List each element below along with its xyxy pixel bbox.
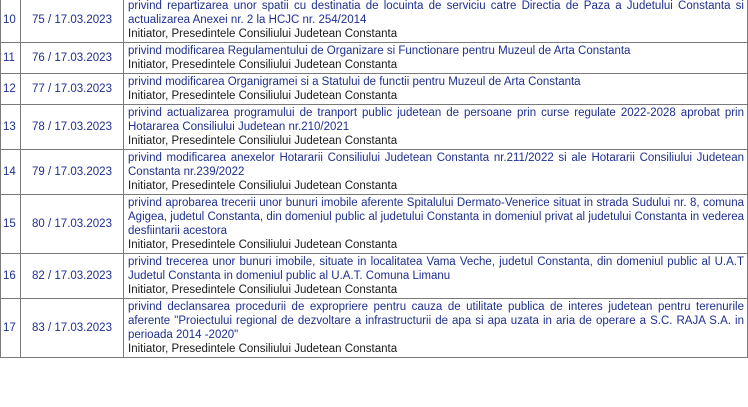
table-row: [1, 74, 748, 105]
table-row: [1, 195, 748, 254]
row-description: [124, 195, 748, 254]
registration-ref: 80 / 17.03.2023: [21, 195, 124, 254]
row-number: 12: [1, 74, 21, 105]
registration-ref: 78 / 17.03.2023: [21, 105, 124, 150]
table-row: [1, 254, 748, 299]
row-initiator: Initiator, Presedintele Consiliului Judetean Constanta: [128, 28, 398, 40]
row-subject: privind aprobarea trecerii unor bunuri imobile aferente Spitalului Dermato-Venerice situat in strada Sudului nr. 8, comuna Agigea, judetul Constanta, din domeniul public al judetului Constanta in domeniul privat al judetului Constanta in vederea desfiintarii acestora: [128, 197, 744, 237]
table-row: [1, 0, 748, 43]
row-initiator: Initiator, Presedintele Consiliului Judetean Constanta: [128, 90, 398, 102]
row-subject: privind declansarea procedurii de expropriere pentru cauza de utilitate publica de interes judetean pentru terenurile aferente "Proiectului regional de dezvoltare a infrastructurii de apa si apa uzata in aria de operare a S.C. RAJA S.A. in perioada 2014 -2020": [128, 301, 744, 341]
table-row: [1, 43, 748, 74]
row-description: [124, 43, 748, 74]
row-number: 15: [1, 195, 21, 254]
row-subject: privind modificarea anexelor Hotararii Consiliului Judetean Constanta nr.211/2022 si ale Hotararii Consiliului Judetean Constanta nr.239/2022: [128, 152, 744, 178]
row-initiator: Initiator, Presedintele Consiliului Judetean Constanta: [128, 59, 398, 71]
row-number: 11: [1, 43, 21, 74]
row-subject: privind modificarea Regulamentului de Organizare si Functionare pentru Muzeul de Arta Constanta: [128, 45, 631, 57]
row-initiator: Initiator, Presedintele Consiliului Judetean Constanta: [128, 180, 398, 192]
row-initiator: Initiator, Presedintele Consiliului Judetean Constanta: [128, 284, 398, 296]
table-row: [1, 299, 748, 358]
row-description: [124, 150, 748, 195]
row-number: 16: [1, 254, 21, 299]
row-subject: privind modificarea Organigramei si a Statului de functii pentru Muzeul de Arta Constanta: [128, 76, 581, 88]
row-subject: privind repartizarea unor spatii cu destinatia de locuinta de serviciu catre Directia de Paza a Judetului Constanta si actualizarea Anexei nr. 2 la HCJC nr. 254/2014: [128, 0, 744, 26]
row-subject: privind trecerea unor bunuri imobile, situate in localitatea Vama Veche, judetul Constanta, din domeniul public al U.A.T Judetul Constanta in domeniul public al U.A.T. Comuna Limanu: [128, 256, 744, 282]
registration-ref: 77 / 17.03.2023: [21, 74, 124, 105]
table-row: [1, 150, 748, 195]
row-description: [124, 0, 748, 43]
row-initiator: Initiator, Presedintele Consiliului Judetean Constanta: [128, 343, 398, 355]
row-number: 13: [1, 105, 21, 150]
registration-ref: 82 / 17.03.2023: [21, 254, 124, 299]
row-description: [124, 105, 748, 150]
registration-ref: 79 / 17.03.2023: [21, 150, 124, 195]
row-number: 17: [1, 299, 21, 358]
registration-ref: 75 / 17.03.2023: [21, 0, 124, 43]
row-number: 10: [1, 0, 21, 43]
row-number: 14: [1, 150, 21, 195]
registration-ref: 83 / 17.03.2023: [21, 299, 124, 358]
row-subject: privind actualizarea programului de tranport public judetean de persoane prin curse regulate 2022-2028 aprobat prin Hotararea Consiliului Judetean nr.210/2021: [128, 107, 744, 133]
row-description: [124, 254, 748, 299]
table-row: [1, 105, 748, 150]
row-description: [124, 299, 748, 358]
registration-ref: 76 / 17.03.2023: [21, 43, 124, 74]
row-description: [124, 74, 748, 105]
row-initiator: Initiator, Presedintele Consiliului Judetean Constanta: [128, 239, 398, 251]
row-initiator: Initiator, Presedintele Consiliului Judetean Constanta: [128, 135, 398, 147]
